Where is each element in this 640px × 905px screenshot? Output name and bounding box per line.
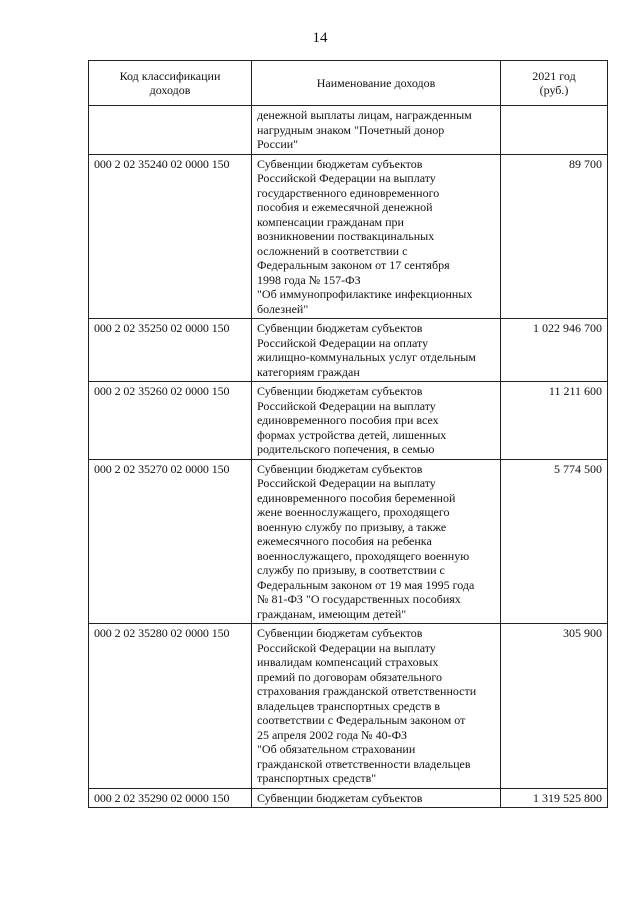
income-name-line: Российской Федерации на выплату <box>257 640 436 655</box>
header-name <box>252 61 501 106</box>
income-name-line: категориям граждан <box>257 364 360 379</box>
page-number: 14 <box>312 30 328 46</box>
income-name-cell <box>252 319 501 382</box>
income-name-cell <box>252 106 501 155</box>
income-amount-cell: 1 319 525 800 <box>501 788 608 808</box>
income-amount-cell <box>501 106 608 155</box>
income-code-cell: 000 2 02 35290 02 0000 150 <box>89 788 252 808</box>
income-code-cell: 000 2 02 35250 02 0000 150 <box>89 319 252 382</box>
income-name-line: Субвенции бюджетам субъектов <box>257 321 423 335</box>
income-name-cell <box>252 624 501 789</box>
income-name-line: военную службу по призыву, а также <box>257 519 447 534</box>
header-code-line: Код классификации <box>119 68 221 83</box>
income-name-line: № 81-ФЗ "О государственных пособиях <box>257 592 461 606</box>
income-name-cell <box>252 154 501 319</box>
income-name-line: Федеральным законом от 19 мая 1995 года <box>257 577 475 592</box>
header-code-line: доходов <box>149 83 191 97</box>
income-name-line: страхования гражданской ответственности <box>257 684 477 698</box>
income-name-line: компенсации гражданам при <box>257 214 404 229</box>
income-name-line: соответствии с Федеральным законом от <box>257 713 466 727</box>
income-name-line: формах устройства детей, лишенных <box>257 427 447 442</box>
income-code-cell: 000 2 02 35260 02 0000 150 <box>89 382 252 460</box>
income-name-line: денежной выплаты лицам, награжденным <box>257 108 472 122</box>
table-row <box>89 319 608 382</box>
income-name-line: пособия и ежемесячной денежной <box>257 200 433 214</box>
income-name-line: государственного единовременного <box>257 185 440 200</box>
income-amount-cell: 5 774 500 <box>501 459 608 624</box>
income-name-line: гражданской ответственности владельцев <box>257 756 471 771</box>
income-name-line: инвалидам компенсаций страховых <box>257 655 439 669</box>
income-amount-cell: 305 900 <box>501 624 608 789</box>
income-name-line: гражданам, имеющим детей" <box>257 606 407 621</box>
income-name-line: Российской Федерации на выплату <box>257 398 436 413</box>
income-name-line: нагрудным знаком "Почетный донор <box>257 122 445 137</box>
income-table <box>88 60 608 808</box>
income-name-line: жилищно-коммунальных услуг отдельным <box>257 350 476 364</box>
income-name-line: возникновении поствакцинальных <box>257 229 435 243</box>
header-amount <box>501 61 608 106</box>
table-header-row <box>89 61 608 106</box>
income-name-line: Российской Федерации на оплату <box>257 335 429 350</box>
income-name-line: "Об обязательном страховании <box>257 742 416 756</box>
income-name-line: владельцев транспортных средств в <box>257 698 441 713</box>
income-name-line: Субвенции бюджетам субъектов <box>257 384 423 398</box>
income-code-cell <box>89 106 252 155</box>
income-name-line: осложнений в соответствии с <box>257 243 408 258</box>
table-row <box>89 459 608 624</box>
income-name-line: службу по призыву, в соответствии с <box>257 563 445 577</box>
table-body <box>89 106 608 808</box>
income-code-cell: 000 2 02 35280 02 0000 150 <box>89 624 252 789</box>
income-name-line: единовременного пособия беременной <box>257 490 456 505</box>
header-amount-line: (руб.) <box>539 83 569 97</box>
income-name-line: Российской Федерации на выплату <box>257 476 436 490</box>
table-row <box>89 154 608 319</box>
table-row <box>89 106 608 155</box>
income-name-line: военнослужащего, проходящего военную <box>257 548 470 563</box>
income-name-line: ежемесячного пособия на ребенка <box>257 534 432 548</box>
income-name-line: Федеральным законом от 17 сентября <box>257 258 450 272</box>
income-name-cell <box>252 459 501 624</box>
income-name-line: родительского попечения, в семью <box>257 442 435 456</box>
income-name-line: единовременного пособия при всех <box>257 413 439 427</box>
income-name-cell <box>252 788 501 808</box>
income-name-line: России" <box>257 137 299 151</box>
income-amount-cell: 1 022 946 700 <box>501 319 608 382</box>
header-code <box>89 61 252 106</box>
income-name-line: Российской Федерации на выплату <box>257 171 436 185</box>
header-name-line: Наименование доходов <box>316 75 436 90</box>
income-name-line: 1998 года № 157-ФЗ <box>257 272 361 287</box>
income-name-cell <box>252 382 501 460</box>
income-name-line: 25 апреля 2002 года № 40-ФЗ <box>257 727 408 742</box>
income-code-cell: 000 2 02 35270 02 0000 150 <box>89 459 252 624</box>
income-name-line: жене военнослужащего, проходящего <box>257 505 450 519</box>
table-row <box>89 382 608 460</box>
income-name-line: болезней" <box>257 301 309 316</box>
table-row <box>89 788 608 808</box>
header-amount-line: 2021 год <box>532 68 576 83</box>
income-amount-cell: 11 211 600 <box>501 382 608 460</box>
income-name-line: Субвенции бюджетам субъектов <box>257 626 423 640</box>
income-code-cell: 000 2 02 35240 02 0000 150 <box>89 154 252 319</box>
income-amount-cell: 89 700 <box>501 154 608 319</box>
table-row <box>89 624 608 789</box>
income-name-line: премий по договорам обязательного <box>257 669 442 684</box>
income-name-line: Субвенции бюджетам субъектов <box>257 461 423 476</box>
income-name-line: "Об иммунопрофилактике инфекционных <box>257 287 473 301</box>
income-name-line: Субвенции бюджетам субъектов <box>257 790 423 805</box>
income-name-line: Субвенции бюджетам субъектов <box>257 156 423 171</box>
income-name-line: транспортных средств" <box>257 771 377 785</box>
